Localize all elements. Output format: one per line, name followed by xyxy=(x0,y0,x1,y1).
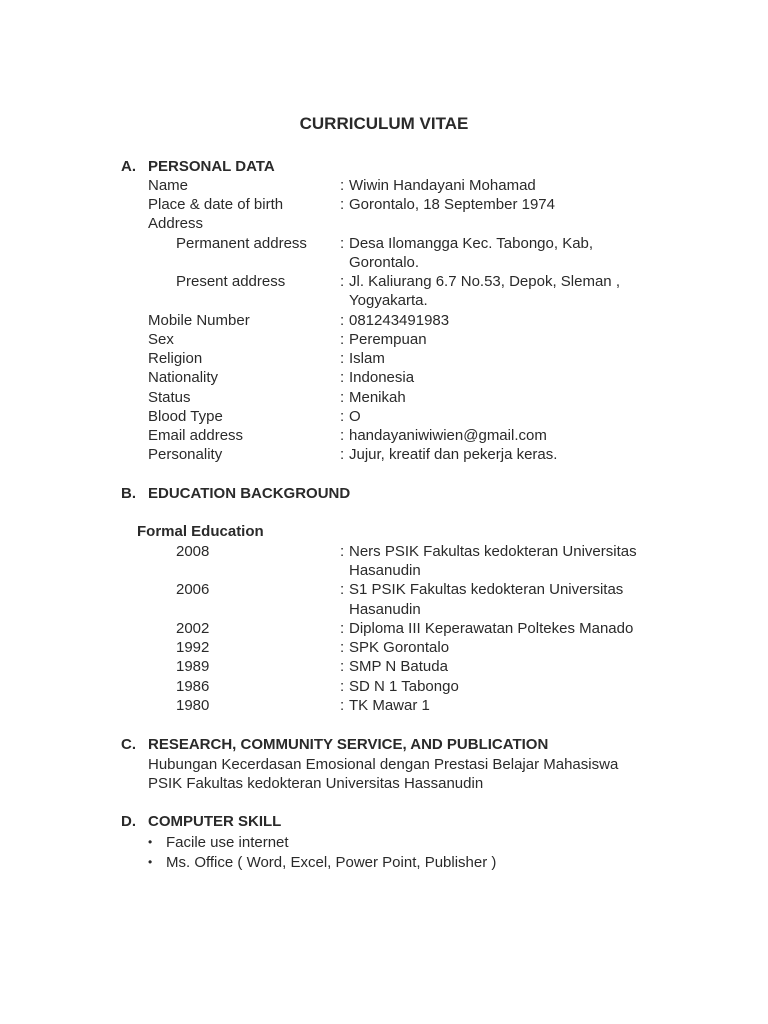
education-school: SMP N Batuda xyxy=(349,658,448,675)
personality-label: Personality xyxy=(148,446,223,463)
colon: : xyxy=(340,697,345,714)
section-d-heading: COMPUTER SKILL xyxy=(148,813,282,830)
section-a-letter: A. xyxy=(121,158,136,175)
sex-label: Sex xyxy=(148,331,174,348)
colon: : xyxy=(340,177,345,194)
research-line: PSIK Fakultas kedokteran Universitas Hassanudin xyxy=(148,775,484,792)
education-year: 2006 xyxy=(176,581,210,598)
research-line: Hubungan Kecerdasan Emosional dengan Prestasi Belajar Mahasiswa xyxy=(148,756,619,773)
blood-type-value: O xyxy=(349,408,361,425)
colon: : xyxy=(340,350,345,367)
religion-value: Islam xyxy=(349,350,385,367)
skill-item: Ms. Office ( Word, Excel, Power Point, Publisher ) xyxy=(166,854,497,871)
colon: : xyxy=(340,369,345,386)
section-c-heading: RESEARCH, COMMUNITY SERVICE, AND PUBLICATION xyxy=(148,736,549,753)
colon: : xyxy=(340,235,345,252)
colon: : xyxy=(340,446,345,463)
status-label: Status xyxy=(148,389,191,406)
personality-value: Jujur, kreatif dan pekerja keras. xyxy=(349,446,558,463)
present-address-value: Jl. Kaliurang 6.7 No.53, Depok, Sleman , xyxy=(349,273,620,290)
education-year: 1980 xyxy=(176,697,210,714)
section-b-letter: B. xyxy=(121,485,136,502)
section-a-heading: PERSONAL DATA xyxy=(148,158,275,175)
colon: : xyxy=(340,581,345,598)
nationality-label: Nationality xyxy=(148,369,219,386)
permanent-address-label: Permanent address xyxy=(176,235,307,252)
colon: : xyxy=(340,620,345,637)
colon: : xyxy=(340,543,345,560)
education-school: Ners PSIK Fakultas kedokteran Universitas xyxy=(349,543,637,560)
colon: : xyxy=(340,389,345,406)
permanent-address-value-cont: Gorontalo. xyxy=(349,254,420,271)
email-value: handayaniwiwien@gmail.com xyxy=(349,427,547,444)
name-label: Name xyxy=(148,177,189,194)
address-label: Address xyxy=(148,215,204,232)
education-school-cont: Hasanudin xyxy=(349,562,421,579)
colon: : xyxy=(340,427,345,444)
permanent-address-value: Desa Ilomangga Kec. Tabongo, Kab, xyxy=(349,235,594,252)
section-b-heading: EDUCATION BACKGROUND xyxy=(148,485,351,502)
colon: : xyxy=(340,312,345,329)
education-school: TK Mawar 1 xyxy=(349,697,430,714)
email-label: Email address xyxy=(148,427,244,444)
colon: : xyxy=(340,678,345,695)
section-d-letter: D. xyxy=(121,813,136,830)
bullet-icon: • xyxy=(148,855,153,869)
education-year: 1989 xyxy=(176,658,210,675)
religion-label: Religion xyxy=(148,350,203,367)
birth-label: Place & date of birth xyxy=(148,196,284,213)
colon: : xyxy=(340,408,345,425)
section-c-letter: C. xyxy=(121,736,136,753)
education-school: SD N 1 Tabongo xyxy=(349,678,459,695)
education-year: 1992 xyxy=(176,639,210,656)
colon: : xyxy=(340,658,345,675)
skill-item: Facile use internet xyxy=(166,834,289,851)
colon: : xyxy=(340,331,345,348)
education-year: 2002 xyxy=(176,620,210,637)
present-address-value-cont: Yogyakarta. xyxy=(349,292,428,309)
status-value: Menikah xyxy=(349,389,406,406)
name-value: Wiwin Handayani Mohamad xyxy=(349,177,536,194)
bullet-icon: • xyxy=(148,835,153,849)
education-year: 1986 xyxy=(176,678,210,695)
colon: : xyxy=(340,273,345,290)
colon: : xyxy=(340,196,345,213)
colon: : xyxy=(340,639,345,656)
sex-value: Perempuan xyxy=(349,331,427,348)
education-school-cont: Hasanudin xyxy=(349,601,421,618)
present-address-label: Present address xyxy=(176,273,286,290)
mobile-value: 081243491983 xyxy=(349,312,450,329)
education-school: Diploma III Keperawatan Poltekes Manado xyxy=(349,620,634,637)
formal-education-subheading: Formal Education xyxy=(137,523,264,540)
blood-type-label: Blood Type xyxy=(148,408,223,425)
birth-value: Gorontalo, 18 September 1974 xyxy=(349,196,555,213)
education-school: SPK Gorontalo xyxy=(349,639,450,656)
mobile-label: Mobile Number xyxy=(148,312,250,329)
nationality-value: Indonesia xyxy=(349,369,415,386)
education-school: S1 PSIK Fakultas kedokteran Universitas xyxy=(349,581,624,598)
page-title: CURRICULUM VITAE xyxy=(299,114,469,133)
education-year: 2008 xyxy=(176,543,210,560)
